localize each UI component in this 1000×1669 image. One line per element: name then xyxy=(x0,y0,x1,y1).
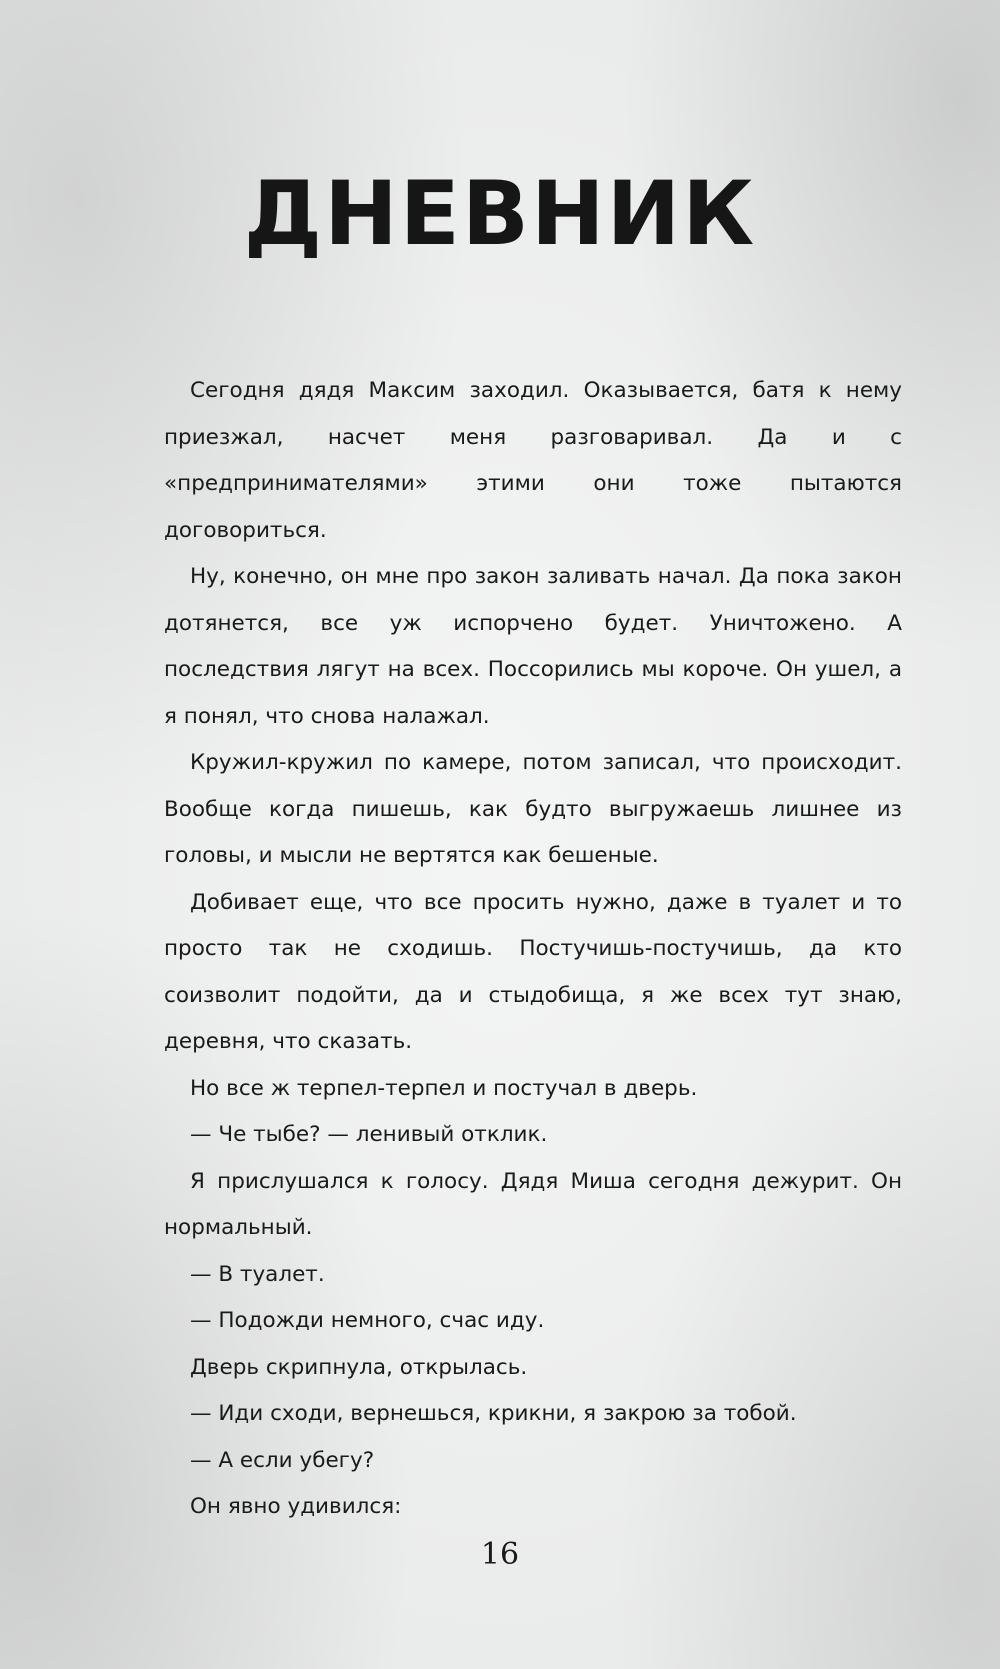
paragraph: Добивает еще, что все просить нужно, даже в туалет и то просто так не сходишь. Постучишь-постучишь, да кто соизволит подойти, да и стыдобища, я же всех тут знаю, деревня, что сказать. xyxy=(164,889,902,1054)
page-number: 16 xyxy=(480,1537,520,1572)
paragraph: — А если убегу? xyxy=(190,1447,375,1473)
chapter-title: ДНЕВНИК xyxy=(243,162,757,265)
paragraph: Кружил-кружил по камере, потом записал, что происходит. Вообще когда пишешь, как будто выгружаешь лишнее из головы, и мысли не вертятся как бешеные. xyxy=(164,750,902,868)
paragraph: — Подожди немного, счас иду. xyxy=(190,1308,545,1333)
paragraph: Но все ж терпел-терпел и постучал в дверь. xyxy=(190,1075,698,1101)
paragraph: — Иди сходи, вернешься, крикни, я закрою за тобой. xyxy=(190,1401,797,1426)
paragraph: Дверь скрипнула, открылась. xyxy=(190,1354,528,1380)
paragraph: — Че тыбе? — ленивый отклик. xyxy=(190,1122,548,1147)
paragraph: — В туалет. xyxy=(190,1261,325,1287)
paragraph: Я прислушался к голосу. Дядя Миша сегодня дежурит. Он нормальный. xyxy=(164,1168,902,1240)
paragraph: Ну, конечно, он мне про закон заливать начал. Да пока закон дотянется, все уж испорчено будет. Уничтожено. А последствия лягут на всех. Поссорились мы короче. Он ушел, а я понял, что снова налажал. xyxy=(164,564,902,729)
body-text xyxy=(164,368,902,1531)
paragraph: Сегодня дядя Максим заходил. Оказывается, батя к нему приезжал, насчет меня разговаривал. Да и с «предпринимателями» этими они тоже пытаются договориться. xyxy=(164,378,902,543)
paragraph: Он явно удивился: xyxy=(190,1494,402,1519)
